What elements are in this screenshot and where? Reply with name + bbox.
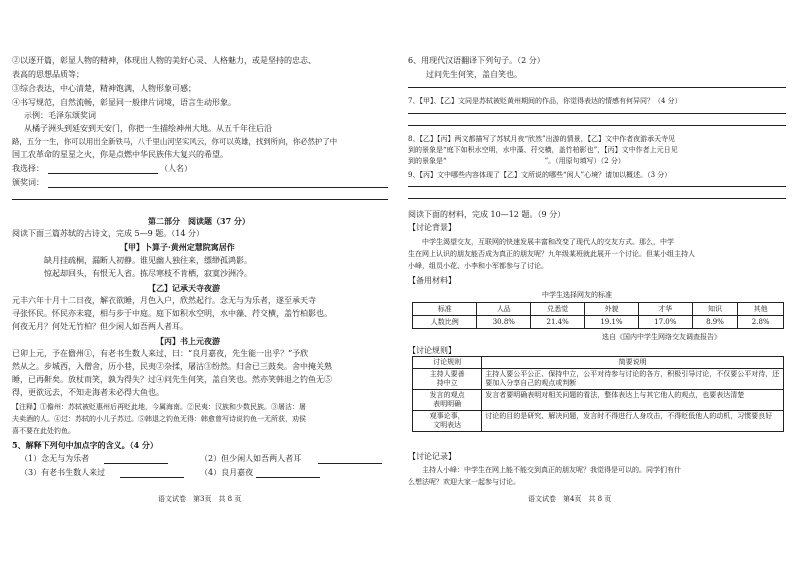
notes-line-1: 【注释】①儋州：苏轼被贬惠州后再贬此地，今属海南。②民夷：汉族和少数民族。③屠沽：屠 [12, 403, 306, 411]
table-cell: 知识 [692, 303, 738, 316]
example-line-1: 从橘子洲头到延安到天安门，你把一生描绘神州大地。从五千年往后沿 [24, 124, 272, 133]
criteria-item-4: ④书写规范，自然流畅，彰显同一般律片词境，语言生动形象。 [12, 98, 236, 107]
q8-line-3: 到的景象是“ ”。（用原句填写）（2 分） [408, 157, 625, 165]
table-cell: 21.4% [531, 316, 585, 329]
record-line-1: 主持人小峰：中学生在网上能不能交到真正的朋友呢？我觉得是可以的。同学们有什 [422, 466, 681, 474]
q5-answer-4[interactable] [256, 477, 320, 478]
table-cell: 标准 [413, 303, 477, 316]
question-7: 7、【甲】、【乙】文同是苏轼被贬黄州期间的作品，你觉得表达的情感有何异同？（4 分） [408, 97, 682, 105]
survey-table-header [413, 303, 784, 316]
q9-answer-2[interactable] [408, 198, 786, 199]
yi-title: 【乙】记承天寺夜游 [148, 283, 220, 293]
q6-sentence: 过问先生何笑，盖自笑也。 [426, 70, 522, 79]
poem-line-2: 惊起却回头，有恨无人省。拣尽寒枝不肯栖，寂寞沙洲冷。 [44, 269, 252, 278]
rule-desc: 主持人要公平公正、保持中立，公平对待参与讨论的各方，积极引导讨论，不仅要公平对待，还要加入分享自己的观点或判断 [482, 369, 784, 390]
example-label: 示例：毛泽东颂奖词 [24, 111, 96, 120]
survey-table [412, 302, 784, 329]
question-5: 5、解释下列句中加点字的含义。（4 分） [12, 440, 158, 450]
table-cell: 人品 [477, 303, 531, 316]
q5-answer-2[interactable] [318, 463, 382, 464]
rule-desc: 发言者要明确表明对相关问题的看法，整体表达上与其它他人的观点，也要表达清楚 [482, 390, 784, 411]
notes-line-3: 喜不要在此处钓鱼。 [12, 427, 75, 435]
right-footer: 语文试卷 第4页 共 8 页 [528, 495, 612, 503]
background-line-2: 生在网上认识的朋友能否成为真正的朋友呢？九年级某班就此展开一个讨论。但某小组主持人 [408, 250, 695, 258]
question-6: 6、用现代汉语翻译下列句子。（2 分） [408, 56, 545, 65]
rules-table [412, 356, 784, 432]
q9-answer-1[interactable] [408, 186, 786, 187]
section-intro: 阅读下面三篇苏轼的古诗文，完成 5—9 题。（14 分） [12, 229, 204, 238]
rules-head-cell: 简要说明 [482, 357, 784, 369]
rule-name: 观事论事， 文明表达 [413, 411, 482, 432]
background-label: 【讨论背景】 [408, 223, 456, 232]
bing-line-3: 睡，已再鼾矣。放杖而笑，孰为得失？过④问先生何笑，盖自笑也。然亦笑韩退之钓鱼无⑤ [12, 375, 332, 384]
example-line-2: 路，五分一生，你可以用出全新铁马，八千里山河坚实风云，你可以英雄，找到所向，你必然护了中 [12, 137, 338, 146]
bing-title: 【丙】书上元夜游 [156, 336, 220, 346]
question-9: 9、【丙】文中哪些内容体现了【乙】文所说的哪些“闲人”心境？请加以概述。（3 分） [408, 171, 672, 179]
rules-row [413, 390, 784, 411]
survey-table-row [413, 316, 784, 329]
award-field-line-1[interactable] [48, 187, 388, 188]
rules-row [413, 369, 784, 390]
rule-desc: 讨论的目的是研究、解决问题，发言时不得进行人身攻击，不得贬低他人的动机，习惯要良好 [482, 411, 784, 432]
q5-item-2: （2）但少闲人如吾两人者耳 [200, 454, 302, 463]
table-source: 选自《国内中学生网络交友调查报告》 [602, 333, 721, 341]
my-choice-field[interactable] [48, 173, 158, 174]
q5-item-4: （4）良月嘉夜 [200, 468, 254, 477]
yi-line-3: 何夜无月？何处无竹柏？但少闲人如吾两人者耳。 [12, 322, 188, 331]
background-line-3: 小峰，组员小花、小李和小军都参与了讨论。 [408, 262, 548, 270]
q5-answer-1[interactable] [104, 463, 168, 464]
rule-name: 主持人要善 持中立 [413, 369, 482, 390]
rules-label: 【讨论规则】 [408, 346, 456, 355]
survey-table-title: 中学生选择网友的标准 [542, 291, 612, 299]
rules-head-cell: 讨论规则 [413, 357, 482, 369]
material-label: 【备用材料】 [408, 276, 456, 285]
yi-line-1: 元丰六年十月十二日夜，解衣欲睡，月色入户，欣然起行。念无与为乐者，遂至承天寺 [12, 296, 316, 305]
q8-line-1: 8、【乙】【丙】两文都描写了苏轼月夜“欣然”出游的情景，【乙】文中作者夜游承天寺见 [408, 135, 676, 143]
award-field-line-2[interactable] [12, 199, 388, 200]
yi-line-2: 寻张怀民。怀民亦未寝，相与步于中庭。庭下如积水空明，水中藻、荇交横，盖竹柏影也。 [12, 309, 332, 318]
rules-table-header [413, 357, 784, 369]
example-line-3: 国工农革命的星星之火，你是点燃中华民族伟大复兴的希望。 [12, 150, 228, 159]
table-cell: 8.9% [692, 316, 738, 329]
background-line-1: 中学生渴望交友，互联网的快速发展丰富和改变了现代人的交友方式。那么，中学 [422, 238, 674, 246]
right-page [402, 0, 794, 561]
table-cell: 2.8% [738, 316, 784, 329]
record-label: 【讨论记录】 [408, 452, 456, 461]
left-footer: 语文试卷 第3页 共 8 页 [158, 495, 242, 503]
bing-line-4: 得，更欲远去，不知走海者未必得大鱼也。 [12, 388, 164, 397]
reading-2-intro: 阅读下面的材料，完成 10—12 题。（9 分） [408, 210, 566, 219]
my-choice-label: 我选择： [12, 164, 44, 173]
criteria-item-3: ③综合表达，中心清楚，精神饱满，人物形象可感； [12, 84, 196, 93]
table-cell: 其他 [738, 303, 784, 316]
my-choice-hint: （人名） [160, 164, 192, 173]
poem-line-1: 缺月挂疏桐，漏断人初静。谁见幽人独往来，缥缈孤鸿影。 [44, 256, 252, 265]
record-line-2: 么想法呢？欢迎大家一起参与讨论。 [408, 478, 520, 486]
q7-answer-2[interactable] [408, 125, 786, 126]
q8-line-2: 到的景象是“庭下如积水空明，水中藻、荇交横，盖竹柏影也”，【丙】文中作者上元日见 [408, 146, 678, 154]
q5-answer-3[interactable] [120, 477, 184, 478]
table-cell: 人数比例 [413, 316, 477, 329]
table-cell: 30.8% [477, 316, 531, 329]
section-title: 第二部分 阅读题（37 分） [148, 216, 250, 226]
bing-line-2: 然从之。步城西，入僧舍，历小巷，民夷②杂揉，屠沽③纷然。归舍已三鼓矣。舍中掩关熟 [12, 362, 332, 371]
table-cell: 17.0% [638, 316, 692, 329]
criteria-item-2-cont: 表高的思想品质等； [12, 70, 84, 79]
q5-item-3: （3）有老书生数人来过 [20, 468, 106, 477]
poem-title: 【甲】卜算子·黄州定慧院寓居作 [120, 242, 235, 252]
q5-item-1: （1）念无与为乐者 [20, 454, 90, 463]
rules-row [413, 411, 784, 432]
table-cell: 19.1% [585, 316, 639, 329]
table-cell: 才华 [638, 303, 692, 316]
q7-answer-1[interactable] [408, 113, 786, 114]
table-cell: 外貌 [585, 303, 639, 316]
award-label: 颁奖词： [12, 178, 44, 187]
q6-answer[interactable] [408, 87, 786, 88]
rule-name: 发言的观点 表明明确 [413, 390, 482, 411]
bing-line-1: 已卯上元，予在儋州①，有老书生数人来过，曰：“良月嘉夜，先生能一出乎？”予欣 [12, 349, 309, 358]
table-cell: 兑悉觉 [531, 303, 585, 316]
notes-line-2: 夫卖酒的人。④过：苏轼的小儿子苏过。⑤韩退之钓鱼无得：韩愈曾写诗说钓鱼一无所获，劝侯 [12, 415, 306, 423]
criteria-item-2: ②以逐开篇，彰显人物的精神，体现出人物的美好心灵、人格魅力，或是坚持的忠志、 [12, 56, 316, 65]
